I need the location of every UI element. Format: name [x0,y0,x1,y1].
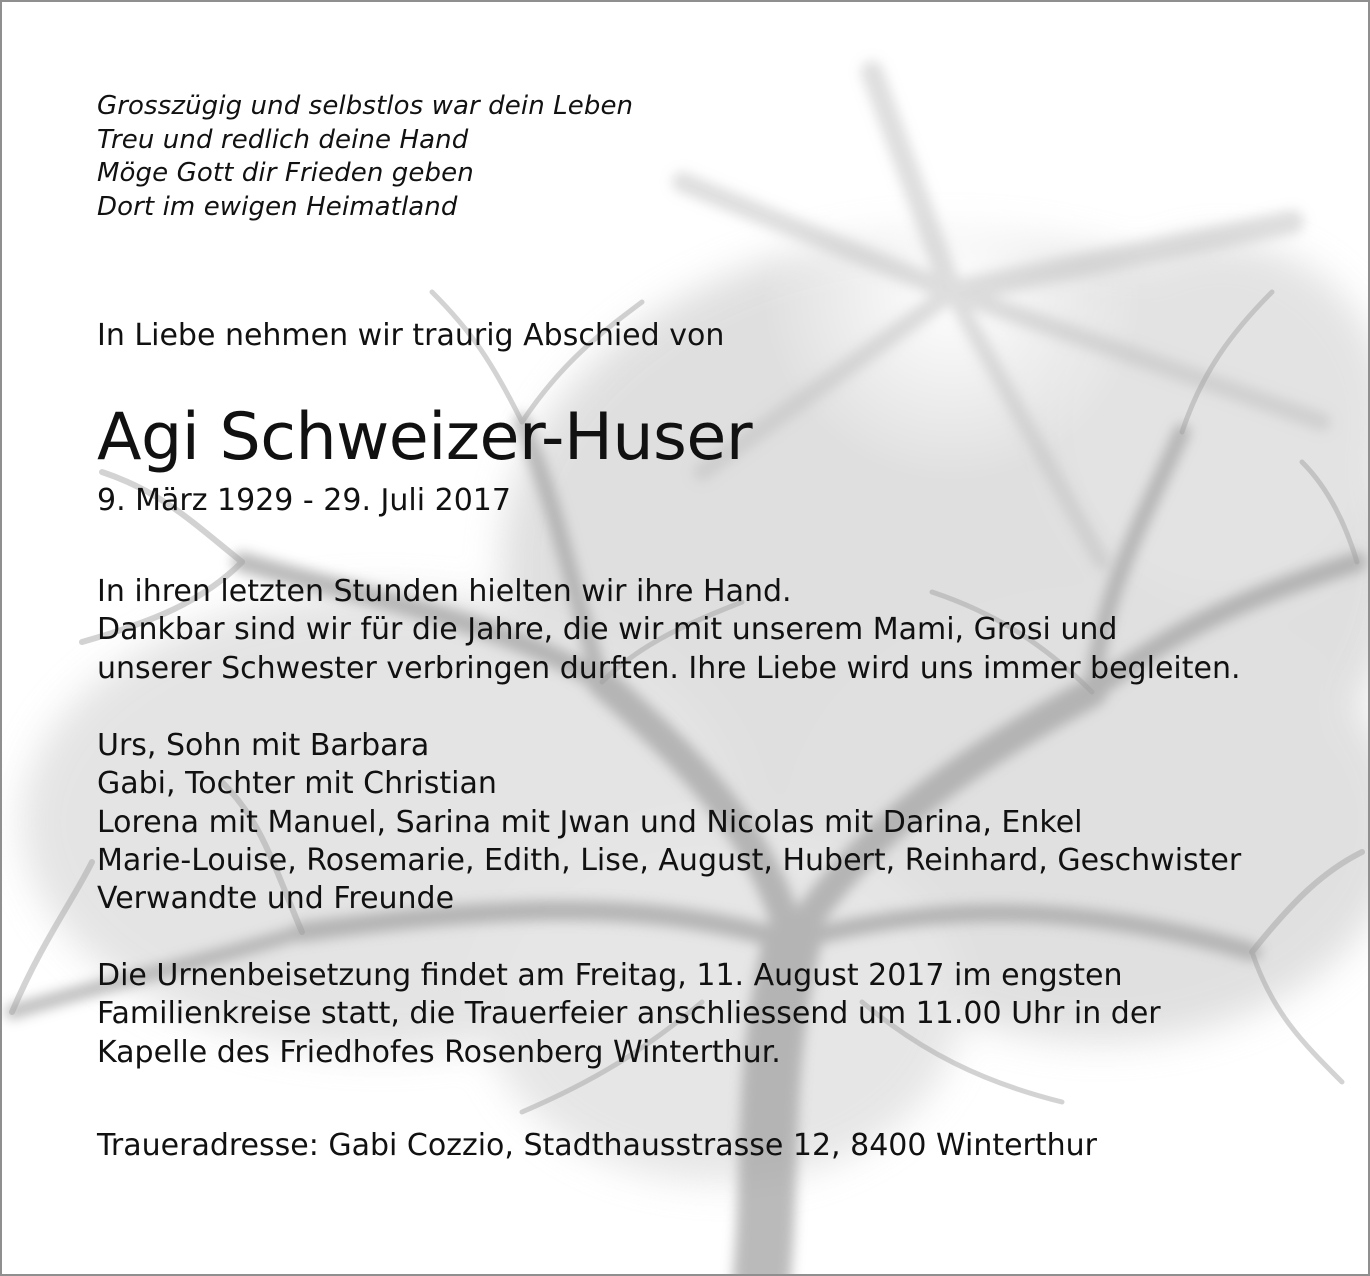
mourner-line: Lorena mit Manuel, Sarina mit Jwan und Nicolas mit Darina, Enkel [97,804,1083,840]
mourner-line: Verwandte und Freunde [97,881,455,917]
message-line: unserer Schwester verbringen durften. Ihre Liebe wird uns immer begleiten. [97,650,1241,686]
message-line: In ihren letzten Stunden hielten wir ihre Hand. [97,574,792,609]
deceased-name: Agi Schweizer-Huser [97,400,753,475]
message-line: Dankbar sind wir für die Jahre, die wir mit unserem Mami, Grosi und [97,612,1118,648]
poem-line: Grosszügig und selbstlos war dein Leben [97,91,634,121]
service-line: Familienkreise statt, die Trauerfeier anschliessend um 11.00 Uhr in der [97,996,1161,1032]
service-line: Die Urnenbeisetzung findet am Freitag, 11. August 2017 im engsten [97,958,1123,993]
farewell-intro: In Liebe nehmen wir traurig Abschied von [97,318,725,353]
memorial-message [97,573,1241,688]
poem-line: Dort im ewigen Heimatland [97,191,458,222]
poem-line: Möge Gott dir Frieden geben [97,158,474,189]
mourner-line: Urs, Sohn mit Barbara [97,728,430,763]
mourning-address: Traueradresse: Gabi Cozzio, Stadthausstrasse 12, 8400 Winterthur [97,1128,1098,1163]
poem-line: Treu und redlich deine Hand [97,124,469,155]
mourner-line: Gabi, Tochter mit Christian [97,766,497,802]
funeral-service-info [97,957,1161,1072]
service-line: Kapelle des Friedhofes Rosenberg Winterthur. [97,1034,781,1070]
mourners-list [97,727,1241,918]
memorial-poem [97,90,633,224]
life-dates: 9. März 1929 - 29. Juli 2017 [97,483,511,518]
mourner-line: Marie-Louise, Rosemarie, Edith, Lise, August, Hubert, Reinhard, Geschwister [97,842,1242,878]
